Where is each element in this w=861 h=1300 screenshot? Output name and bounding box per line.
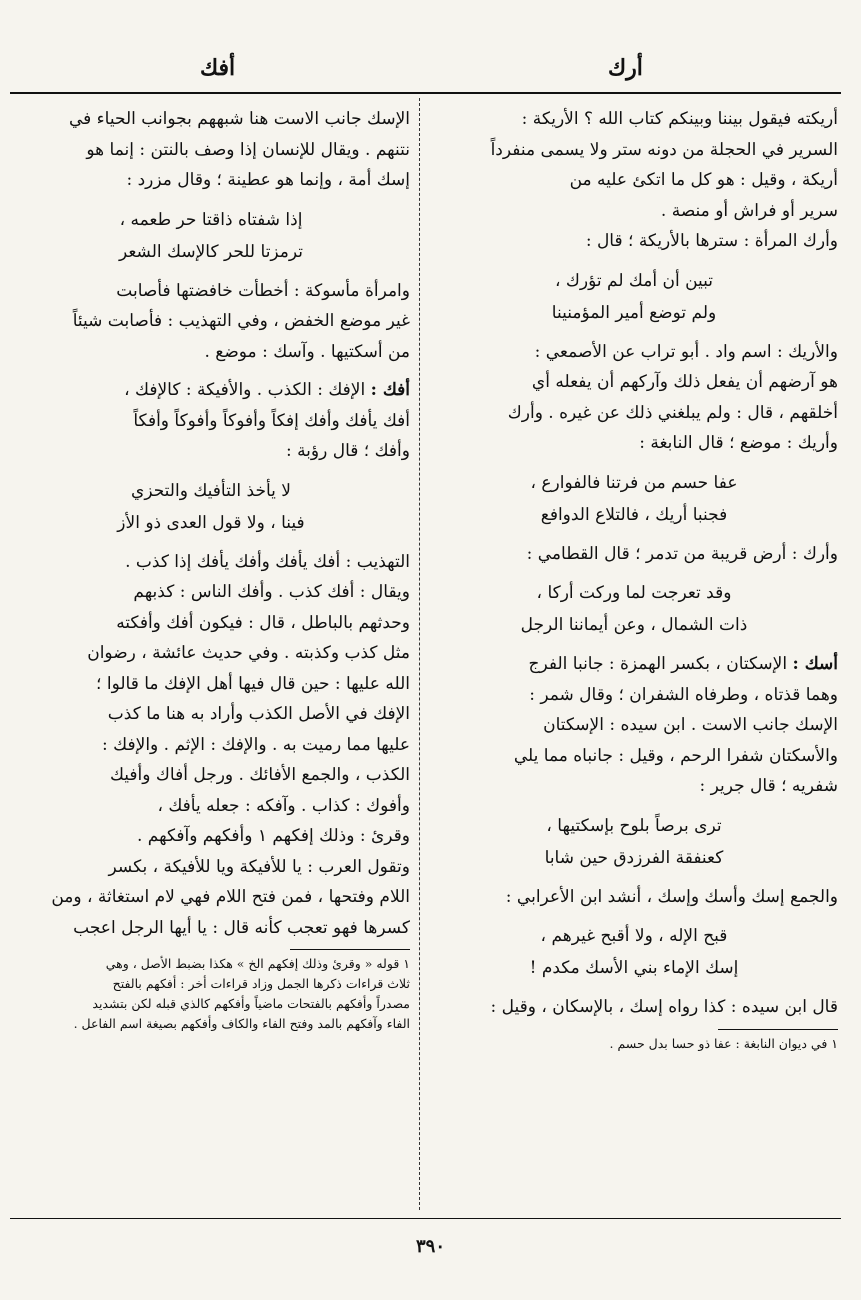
text-line: الله عليها : حين قال فيها أهل الإفك ما قالوا ؛ xyxy=(96,673,410,694)
text-line: شفريه ؛ قال جرير : xyxy=(699,776,838,796)
verse-line: عفا حسم من فرتنا فالفوارع ، xyxy=(530,472,738,493)
verse-line: ترى برصاً بلوح بإسكتيها ، xyxy=(546,815,722,836)
text-line: أريكة ، وقيل : هو كل ما اتكئ عليه من xyxy=(569,170,838,190)
text-line: أريكته فيقول بيننا وبينكم كتاب الله ؟ الأريكة : xyxy=(521,109,838,129)
text-line: هو آرضهم أن يفعل ذلك وآركهم أن يفعله أي xyxy=(531,372,838,392)
entry-headword-asak: أسك : xyxy=(792,654,838,674)
text-line: سرير أو فراش أو منصة . xyxy=(660,200,838,221)
text-line: وأفك ؛ قال رؤبة : xyxy=(285,441,410,461)
verse-line: ولم توضع أمير المؤمنينا xyxy=(551,302,717,323)
page-number: ٣٩٠ xyxy=(415,1236,445,1257)
footnote-rule xyxy=(718,1029,838,1030)
verse-line: قبح الإله ، ولا أقبح غيرهم ، xyxy=(540,926,728,946)
entry-first-line xyxy=(430,649,838,680)
text-line: أفك يأفك وأفك إفكاً وأفوكاً وأفوكاً وأفكاً xyxy=(133,410,410,431)
right-column xyxy=(430,104,838,1054)
text-line: قال ابن سيده : كذا رواه إسك ، بالإسكان ، وقيل : xyxy=(490,997,838,1017)
text-line: وهما قذتاه ، وطرفاه الشفران ؛ وقال شمر : xyxy=(529,684,838,705)
text-line: والجمع إسك وأسك وإسك ، أنشد ابن الأعرابي : xyxy=(505,886,838,907)
text-line: وأريك : موضع ؛ قال النابغة : xyxy=(639,433,838,453)
verse-line: ذات الشمال ، وعن أيماننا الرجل xyxy=(520,615,748,635)
text-line: الإسك جانب الاست هنا شبههم بجوانب الحياء في xyxy=(68,109,410,129)
text-line: غير موضع الخفض ، وفي التهذيب : فأصابت شيئاً xyxy=(72,311,410,331)
text-line: وأرك المرأة : سترها بالأريكة ؛ قال : xyxy=(585,231,838,251)
left-column xyxy=(12,104,410,1034)
text-line: وأرك : أرض قريبة من تدمر ؛ قال القطامي : xyxy=(526,543,838,564)
footnote-line: ثلاث قراءات ذكرها الجمل وزاد قراءات أخر : أفكهم بالفتح xyxy=(112,976,410,991)
verse-line: فينا ، ولا قول العدى ذو الأز xyxy=(117,512,305,533)
entry-headword-afak: أفك : xyxy=(370,380,410,400)
text-line: نتنهم . ويقال للإنسان إذا وصف بالنتن : إنما هو xyxy=(86,139,410,160)
text-line: وأفوك : كذاب . وآفكه : جعله يأفك ، xyxy=(157,795,410,816)
text-line: وامرأة مأسوكة : أخطأت خافضتها فأصابت xyxy=(116,280,410,301)
text-line: كسرها فهو تعجب كأنه قال : يا أيها الرجل اعجب xyxy=(73,917,410,938)
footer-rule xyxy=(10,1218,841,1219)
footnote-line: الفاء وآفكهم بالمد وفتح الفاء والكاف وأفكهم بصيغة اسم الفاعل . xyxy=(73,1016,410,1031)
footnote-line: مصدراً وأفكهم بالفتحات ماضياً وأفكهم كالذي قبله لكن بتشديد xyxy=(92,996,410,1011)
text-line: وقرئ : وذلك إفكهم ١ وأفكهم وآفكهم . xyxy=(137,826,410,846)
text-line: ويقال : أفك كذب . وأفك الناس : كذبهم xyxy=(133,582,410,602)
entry-first-line xyxy=(12,375,410,406)
text-line: اللام وفتحها ، فمن فتح اللام فهي لام استغاثة ، ومن xyxy=(51,887,410,907)
header-left-keyword: أفك xyxy=(200,55,236,81)
text-line: مثل كذب وكذبته . وفي حديث عائشة ، رضوان xyxy=(87,643,410,663)
entry-text: الإفك : الكذب . والأفيكة : كالإفك ، xyxy=(124,380,366,400)
header-right-keyword: أرك xyxy=(608,55,643,81)
verse-line: إسك الإماء بني الأسك مكدم ! xyxy=(529,958,739,978)
verse-line: تبين أن أمك لم تؤرك ، xyxy=(554,270,714,291)
verse-line: فجنبا أريك ، فالتلاع الدوافع xyxy=(540,504,728,525)
footnote-line: ١ في ديوان النابغة : عفا ذو حسا بدل حسم . xyxy=(609,1035,838,1051)
text-line: الإسك جانب الاست . ابن سيده : الإسكتان xyxy=(543,715,838,735)
verse-line: ترمزتا للحر كالإسك الشعر xyxy=(118,241,304,262)
text-line: وتقول العرب : يا للأفيكة ويا للأفيكة ، بكسر xyxy=(108,856,410,877)
header-rule xyxy=(10,92,841,94)
text-line: وحدثهم بالباطل ، قال : فيكون أفك وأفكته xyxy=(116,612,410,633)
text-line: أخلقهم ، قال : ولم يبلغني ذلك عن غيره . وأرك xyxy=(507,402,838,423)
verse-line: لا يأخذ التأفيك والتحزي xyxy=(131,480,291,501)
text-line: عليها مما رميت به . والإفك : الإثم . والإفك : xyxy=(102,734,410,755)
text-line: من أسكتيها . وآسك : موضع . xyxy=(204,341,410,362)
text-line: التهذيب : أفك يأفك وأفك يأفك إذا كذب . xyxy=(125,551,410,572)
verse-line: كعنفقة الفرزدق حين شابا xyxy=(544,847,724,868)
footnote-line: ١ قوله « وقرئ وذلك إفكهم الخ » هكذا بضبط الأصل ، وهي xyxy=(105,956,410,971)
text-line: السرير في الحجلة من دونه ستر ولا يسمى منفرداً xyxy=(490,139,838,160)
column-divider xyxy=(419,98,420,1210)
footnote-rule xyxy=(290,949,410,950)
entry-text: الإسكتان ، بكسر الهمزة : جانبا الفرج xyxy=(528,654,788,674)
verse-line: وقد تعرجت لما وركت أركا ، xyxy=(536,583,732,603)
text-line: إسك أمة ، وإنما هو عطينة ؛ وقال مزرد : xyxy=(126,170,410,190)
text-line: الكذب ، والجمع الأفائك . ورجل أفاك وأفيك xyxy=(109,765,410,785)
text-line: والأسكتان شفرا الرحم ، وقيل : جانباه مما يلي xyxy=(513,745,838,766)
verse-line: إذا شفتاه ذاقتا حر طعمه ، xyxy=(119,209,303,230)
text-line: الإفك في الأصل الكذب وأراد به هنا ما كذب xyxy=(107,704,410,724)
text-line: والأريك : اسم واد . أبو تراب عن الأصمعي : xyxy=(534,341,838,362)
